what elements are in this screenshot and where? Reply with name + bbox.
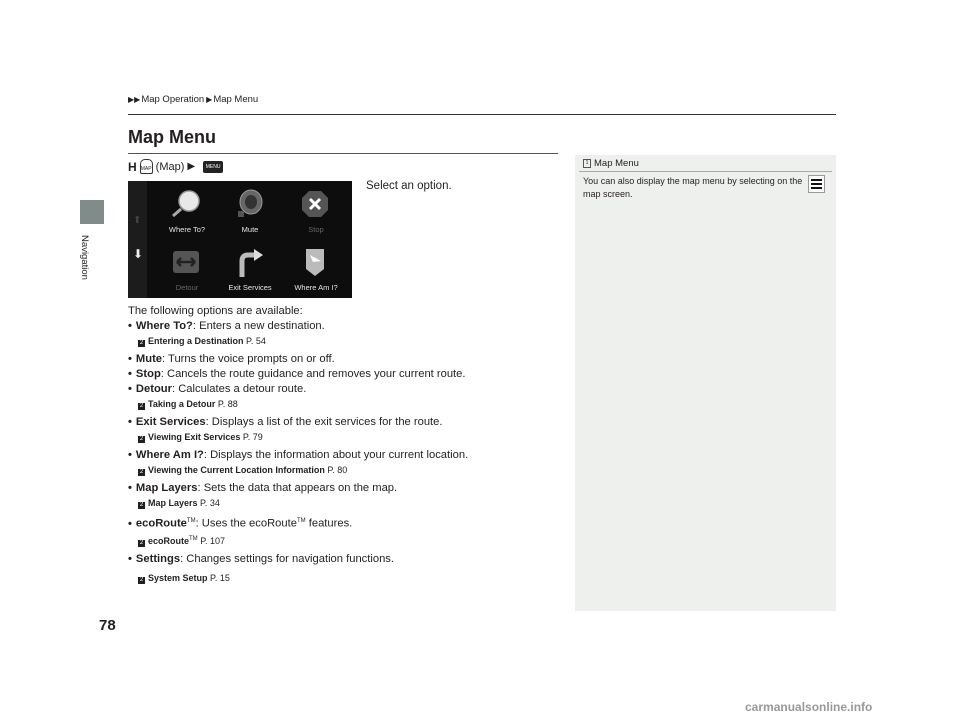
page-title: Map Menu — [128, 127, 216, 147]
magnifier-icon — [171, 189, 201, 219]
reference-icon: 2 — [139, 469, 144, 475]
breadcrumb-item[interactable]: Map Operation — [141, 94, 205, 105]
note-header: 1 Map Menu — [583, 158, 639, 169]
reference-icon: 2 — [139, 436, 144, 442]
watermark: carmanualsonline.info — [745, 700, 873, 714]
exit-icon — [234, 247, 264, 277]
cross-reference[interactable]: 2 Entering a Destination P. 54 — [139, 336, 266, 346]
list-item: • ecoRoute™: Uses the ecoRoute™ features. — [128, 517, 353, 530]
note-rule — [579, 171, 832, 172]
where-to-button[interactable] — [156, 183, 218, 239]
title-rule — [128, 153, 558, 154]
map-label: (Map) — [155, 160, 185, 173]
home-icon: H — [128, 159, 137, 174]
map-button-icon: MAP — [140, 159, 153, 174]
list-item: • Stop: Cancels the route guidance and removes your current route. — [128, 368, 466, 380]
button-label: Exit Services — [228, 283, 272, 292]
path-arrow-icon: ▶ — [187, 161, 196, 172]
list-item: • Where Am I?: Displays the information about your current location. — [128, 449, 469, 461]
note-icon: 1 — [583, 159, 591, 168]
exit-services-button[interactable] — [219, 241, 281, 297]
note-text: You can also display the map menu by selecting on the map screen. — [583, 176, 803, 199]
stop-button[interactable] — [285, 183, 347, 239]
detour-button[interactable] — [156, 241, 218, 297]
cross-reference[interactable]: 2 Viewing Exit Services P. 79 — [139, 432, 263, 442]
button-label: Mute — [241, 225, 259, 234]
breadcrumb-arrow-icon: ▶▶ — [128, 95, 141, 104]
section-tab — [80, 200, 104, 224]
cross-reference[interactable]: 2 Taking a Detour P. 88 — [139, 399, 238, 409]
menu-path — [128, 159, 223, 174]
button-label: Stop — [308, 225, 324, 234]
list-item: • Where To?: Enters a new destination. — [128, 320, 325, 332]
reference-icon: 2 — [139, 576, 144, 583]
list-item: • Detour: Calculates a detour route. — [128, 383, 307, 395]
list-item: • Map Layers: Sets the data that appears on the map. — [128, 482, 398, 494]
button-label: Where Am I? — [294, 283, 338, 292]
location-icon — [300, 247, 330, 277]
menu-button-icon: MENU — [203, 161, 223, 173]
cross-reference[interactable]: 2 Map Layers P. 34 — [139, 498, 220, 508]
speaker-icon — [234, 189, 264, 219]
options-intro: The following options are available: — [128, 305, 303, 317]
menu-icon — [808, 175, 825, 193]
stop-icon — [300, 189, 330, 219]
button-label: Where To? — [168, 225, 206, 234]
mute-button[interactable] — [219, 183, 281, 239]
cross-reference[interactable]: 2 System Setup P. 15 — [139, 572, 230, 583]
button-label: Detour — [175, 283, 199, 292]
cross-reference[interactable]: 2 ecoRoute™ P. 107 — [139, 535, 226, 546]
reference-icon: 2 — [139, 403, 144, 409]
list-item: • Settings: Changes settings for navigation functions. — [128, 552, 394, 565]
breadcrumb — [128, 94, 258, 105]
scroll-column — [128, 181, 147, 298]
note-box — [575, 155, 836, 611]
list-item: • Exit Services: Displays a list of the exit services for the route. — [128, 416, 443, 428]
reference-icon: 2 — [139, 502, 144, 508]
breadcrumb-item[interactable]: Map Menu — [213, 94, 259, 105]
scroll-down-icon[interactable]: ⬇ — [133, 247, 144, 261]
reference-icon: 2 — [139, 539, 144, 546]
breadcrumb-arrow-icon: ▶ — [206, 95, 213, 104]
section-label: Navigation — [78, 235, 90, 280]
header-rule — [128, 114, 836, 115]
scroll-up-icon[interactable]: ⬆ — [133, 215, 142, 226]
cross-reference[interactable]: 2 Viewing the Current Location Information P. 80 — [139, 465, 348, 475]
list-item: • Mute: Turns the voice prompts on or off. — [128, 353, 335, 365]
options-list — [128, 304, 568, 589]
page-number: 78 — [99, 617, 116, 634]
nav-screen — [128, 181, 352, 298]
detour-icon — [171, 247, 201, 277]
where-am-i-button[interactable] — [285, 241, 347, 297]
reference-icon: 2 — [139, 340, 144, 346]
instruction-text: Select an option. — [366, 180, 452, 192]
